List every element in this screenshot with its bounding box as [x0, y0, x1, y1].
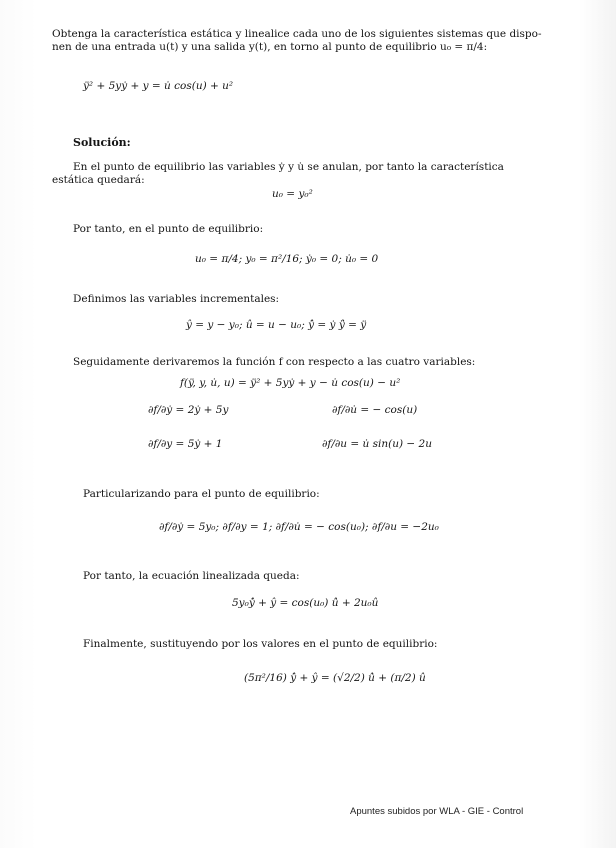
solution-paragraph-4: Seguidamente derivaremos la función f con respecto a las cuatro variables:: [73, 356, 476, 368]
equilibrium-point-equation: u₀ = π/4; y₀ = π²/16; ẏ₀ = 0; u̇₀ = 0: [195, 253, 379, 265]
solution-heading: Solución:: [73, 136, 131, 149]
problem-line-2: nen de una entrada u(t) y una salida y(t), en torno al punto de equilibrio u₀ = π/4:: [52, 41, 488, 53]
footer-credit: Apuntes subidos por WLA - GIE - Control: [350, 806, 524, 817]
final-equation: (5π²/16) ŷ̇ + ŷ = (√2/2) û̇ + (π/2) û: [244, 672, 426, 684]
incremental-variables-equation: ŷ = y − y₀; û = u − u₀; ŷ̇ = ẏ ŷ̈ = ÿ: [186, 319, 367, 331]
solution-paragraph-1-line-1: En el punto de equilibrio las variables ẏ y u̇ se anulan, por tanto la característica: [73, 161, 504, 173]
problem-line-1: Obtenga la característica estática y linealice cada uno de los siguientes sistemas que dispo-: [52, 28, 542, 40]
problem-equation: ÿ² + 5yẏ + y = u̇ cos(u) + u²: [83, 80, 234, 92]
partial-derivative-y: ∂f/∂y = 5ẏ + 1: [148, 438, 223, 450]
partial-derivative-udot: ∂f/∂u̇ = − cos(u): [332, 404, 418, 416]
function-definition: f(ÿ, y, u̇, u) = ÿ² + 5yẏ + y − u̇ cos(u) − u²: [180, 377, 401, 389]
partial-derivative-u: ∂f/∂u = u̇ sin(u) − 2u: [322, 438, 432, 450]
partial-derivative-ydot: ∂f/∂ẏ = 2ẏ + 5y: [148, 404, 229, 416]
linearized-equation: 5y₀ŷ̇ + ŷ = cos(u₀) û̇ + 2u₀û: [232, 597, 379, 609]
solution-paragraph-6: Por tanto, la ecuación linealizada queda:: [83, 570, 300, 582]
solution-paragraph-7: Finalmente, sustituyendo por los valores en el punto de equilibrio:: [83, 638, 438, 650]
solution-paragraph-3: Definimos las variables incrementales:: [73, 293, 280, 305]
static-characteristic-equation: u₀ = y₀²: [272, 188, 313, 200]
solution-paragraph-1-line-2: estática quedará:: [52, 174, 145, 186]
solution-paragraph-2: Por tanto, en el punto de equilibrio:: [73, 223, 264, 235]
particularized-derivatives: ∂f/∂ẏ = 5y₀; ∂f/∂y = 1; ∂f/∂u̇ = − cos(u₀); ∂f/∂u = −2u₀: [159, 521, 439, 533]
solution-paragraph-5: Particularizando para el punto de equilibrio:: [83, 488, 320, 500]
